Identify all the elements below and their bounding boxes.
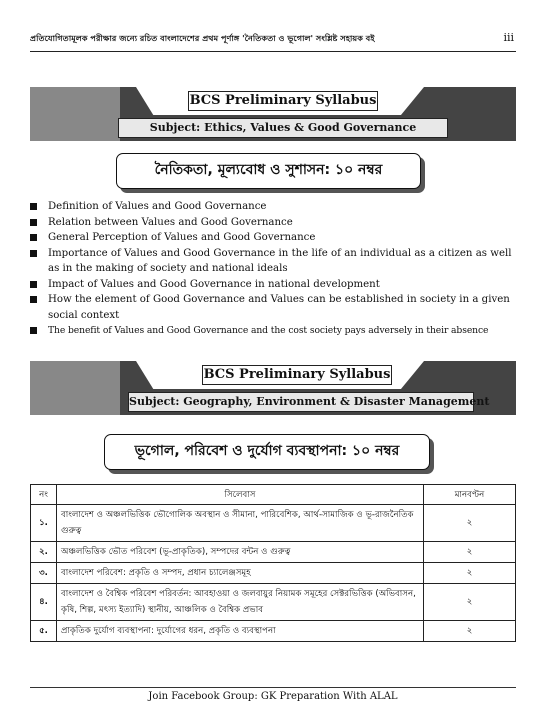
banner-left-panel [30,361,120,415]
col-header-marks: মানবণ্টন [424,485,516,505]
row-number: ২. [31,542,57,563]
row-topic: বাংলাদেশ পরিবেশ: প্রকৃতি ও সম্পদ, প্রধান চ্যালেঞ্জসমূহ [57,563,424,584]
row-topic: বাংলাদেশ ও অঞ্চলভিত্তিক ভৌগোলিক অবস্থান ও সীমানা, পারিবেশিক, আর্থ-সামাজিক ও ভূ-রাজনৈতিক গুরুত্ব [57,505,424,542]
syllabus-table [30,484,516,642]
banner-title: BCS Preliminary Syllabus [188,91,378,111]
section-heading-ethics: নৈতিকতা, মূল্যবোধ ও সুশাসন: ১০ নম্বর [116,153,421,189]
list-item: Definition of Values and Good Governance [30,199,520,215]
list-item: The benefit of Values and Good Governance and the cost society pays adversely in their absence [30,323,520,339]
banner-left-panel [30,87,120,141]
row-marks: ২ [424,621,516,642]
row-marks: ২ [424,563,516,584]
table-row [31,584,516,621]
table-row [31,621,516,642]
list-item: How the element of Good Governance and Values can be established in society in a given social context [30,292,520,323]
row-topic: বাংলাদেশ ও বৈশ্বিক পরিবেশ পরিবর্তন: আবহাওয়া ও জলবায়ুর নিয়ামক সমূহের সেক্টরভিত্তিক (অভিবাসন, কৃষি, শিল্প, মৎস্য ইত্যাদি) স্থানীয়, আঞ্চলিক ও বৈশ্বিক প্রভাব [57,584,424,621]
page-number: iii [503,31,514,44]
col-header-no: নং [31,485,57,505]
row-topic: অঞ্চলভিত্তিক ভৌত পরিবেশ (ভূ-প্রাকৃতিক), সম্পদের বন্টন ও গুরুত্ব [57,542,424,563]
row-marks: ২ [424,542,516,563]
page-footer: Join Facebook Group: GK Preparation With ALAL [30,687,516,702]
table-header-row [31,485,516,505]
syllabus-banner-ethics [30,87,516,141]
row-marks: ২ [424,505,516,542]
syllabus-banner-geography [30,361,516,415]
row-topic: প্রাকৃতিক দুর্যোগ ব্যবস্থাপনা: দুর্যোগের ধরন, প্রকৃতি ও ব্যবস্থাপনা [57,621,424,642]
list-item: Impact of Values and Good Governance in national development [30,277,520,293]
row-number: ৫. [31,621,57,642]
list-item: Relation between Values and Good Governance [30,215,520,231]
banner-subject: Subject: Ethics, Values & Good Governance [118,118,448,138]
row-marks: ২ [424,584,516,621]
list-item: General Perception of Values and Good Governance [30,230,520,246]
ethics-topic-list [30,199,520,339]
running-title: প্রতিযোগিতামূলক পরীক্ষার জন্যে রচিত বাংলাদেশের প্রথম পূর্ণাঙ্গ 'নৈতিকতা ও ভূগোল' সংশ্লিষ্ট সহায়ক বই [30,33,375,43]
row-number: ৪. [31,584,57,621]
row-number: ১. [31,505,57,542]
page-header [30,30,516,52]
table-row [31,542,516,563]
banner-title: BCS Preliminary Syllabus [202,365,392,385]
list-item: Importance of Values and Good Governance in the life of an individual as a citizen as well as in the making of society and national ideals [30,246,520,277]
row-number: ৩. [31,563,57,584]
table-row [31,505,516,542]
banner-subject: Subject: Geography, Environment & Disaster Management [128,392,474,412]
section-heading-geography: ভূগোল, পরিবেশ ও দুর্যোগ ব্যবস্থাপনা: ১০ নম্বর [104,434,430,470]
col-header-syllabus: সিলেবাস [57,485,424,505]
table-row [31,563,516,584]
